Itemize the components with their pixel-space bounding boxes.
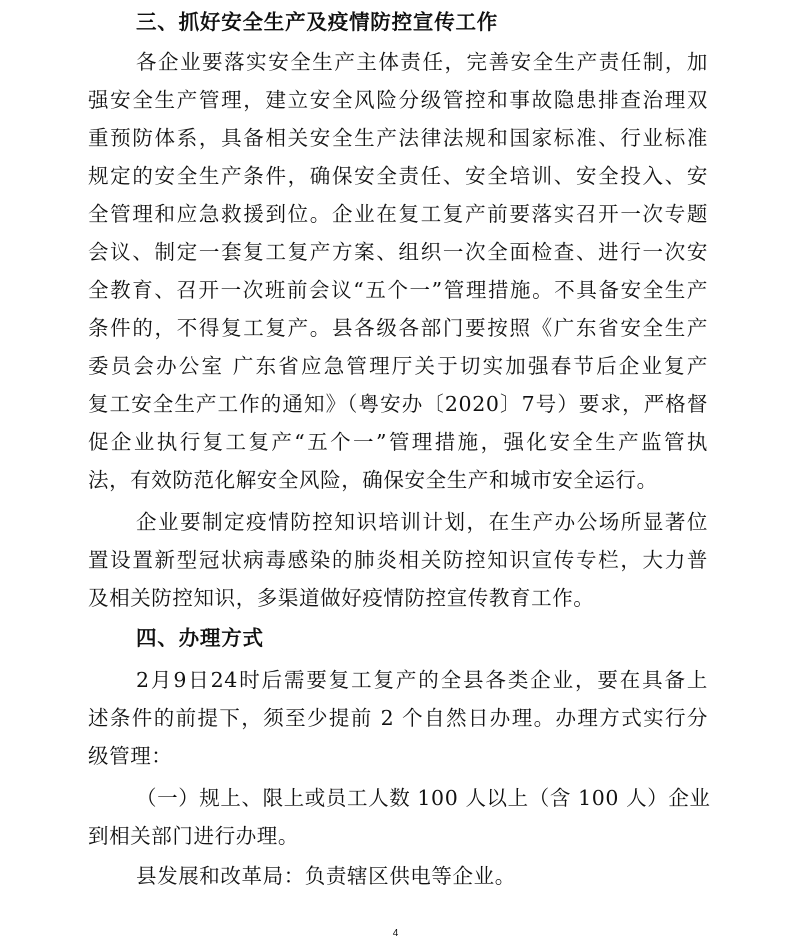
section-3-para-1-line: 强安全生产管理，建立安全风险分级管控和事故隐患排查治理双: [88, 88, 708, 112]
section-4-heading: 四、办理方式: [136, 626, 264, 650]
section-3-para-1-line: 全管理和应急救援到位。企业在复工复产前要落实召开一次专题: [88, 202, 708, 226]
section-3-para-1-line: 委员会办公室 广东省应急管理厅关于切实加强春节后企业复产: [88, 354, 708, 378]
section-3-para-2-line: 置设置新型冠状病毒感染的肺炎相关防控知识宣传专栏，大力普: [88, 548, 708, 572]
section-3-para-1-line: 条件的，不得复工复产。县各级各部门要按照《广东省安全生产: [88, 316, 708, 340]
section-3-para-1-line: 法，有效防范化解安全风险，确保安全生产和城市安全运行。: [88, 468, 658, 492]
section-3-para-1-line: 全教育、召开一次班前会议“五个一”管理措施。不具备安全生产: [88, 278, 708, 302]
page-number: 4: [392, 928, 399, 939]
section-3-para-1-line: 规定的安全生产条件，确保安全责任、安全培训、安全投入、安: [88, 164, 708, 188]
section-4-item-2: 县发展和改革局：负责辖区供电等企业。: [136, 864, 516, 888]
section-3-para-2-line: 及相关防控知识，多渠道做好疫情防控宣传教育工作。: [88, 586, 595, 610]
section-4-item-1-line: （一）规上、限上或员工人数 100 人以上（含 100 人）企业: [136, 786, 711, 810]
section-3-para-1-line: 各企业要落实安全生产主体责任，完善安全生产责任制，加: [136, 50, 708, 74]
section-4-para-1-line: 2月9日24时后需要复工复产的全县各类企业，要在具备上: [136, 668, 708, 692]
section-3-para-2-line: 企业要制定疫情防控知识培训计划，在生产办公场所显著位: [136, 510, 708, 534]
section-3-para-1-line: 促企业执行复工复产“五个一”管理措施，强化安全生产监管执: [88, 430, 708, 454]
section-3-para-1-line: 复工安全生产工作的通知》（粤安办〔2020〕7号）要求，严格督: [88, 392, 708, 416]
section-4-para-1-line: 述条件的前提下，须至少提前 2 个自然日办理。办理方式实行分: [88, 706, 708, 730]
section-4-para-1-line: 级管理：: [88, 744, 173, 768]
section-4-item-1-line: 到相关部门进行办理。: [88, 824, 299, 848]
section-3-heading: 三、抓好安全生产及疫情防控宣传工作: [136, 10, 499, 34]
section-3-para-1-line: 重预防体系，具备相关安全生产法律法规和国家标准、行业标准: [88, 126, 708, 150]
section-3-para-1-line: 会议、制定一套复工复产方案、组织一次全面检查、进行一次安: [88, 240, 708, 264]
